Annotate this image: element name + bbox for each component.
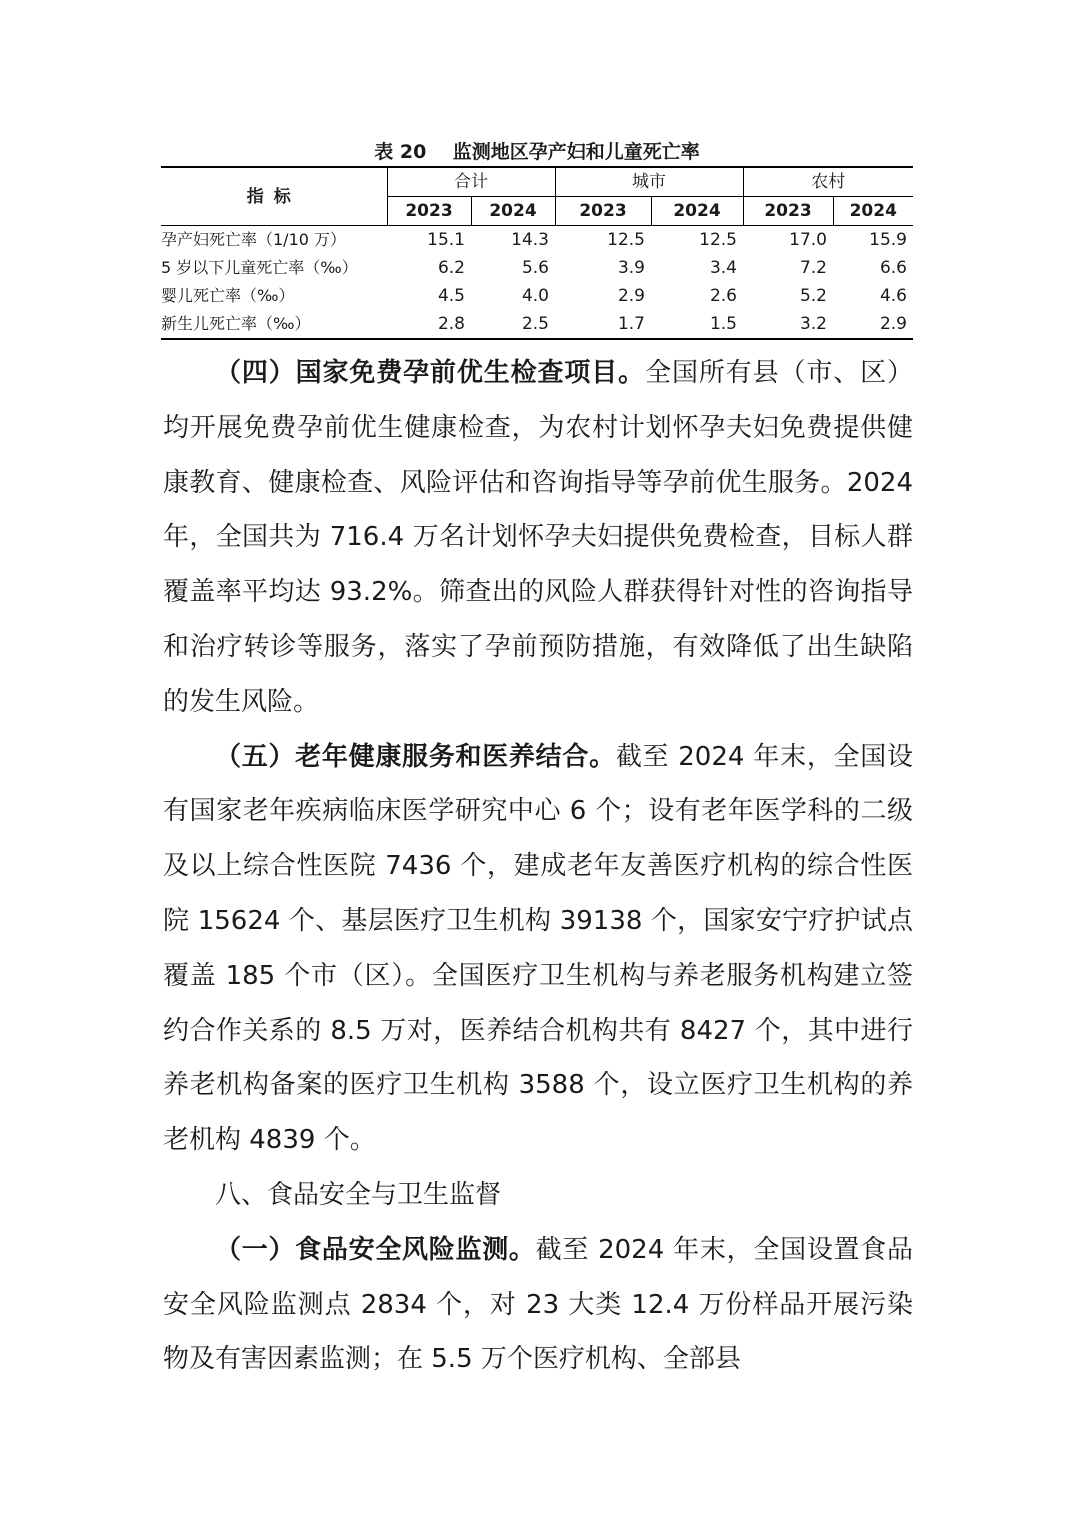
paragraph-prepregnancy-check <box>163 346 913 730</box>
table-cell: 3.4 <box>709 258 737 278</box>
mortality-table <box>161 166 913 340</box>
year-header: 2023 <box>743 197 833 226</box>
table-cell: 3.2 <box>743 310 833 339</box>
year-header: 2023 <box>387 197 471 226</box>
year-header: 2024 <box>833 197 913 226</box>
paragraph-body: 截至 2024 年末，全国设置食品安全风险监测点 2834 个，对 23 大类 12.4 万份样品开展污染物及有害因素监测；在 5.5 万个医疗机构、全部县 <box>163 1234 913 1375</box>
table-cell: 6.2 <box>437 258 465 278</box>
year-header: 2023 <box>555 197 651 226</box>
table-title: 表 20 监测地区孕产妇和儿童死亡率 <box>374 141 700 163</box>
paragraph-heading: （五）老年健康服务和医养结合。 <box>215 741 616 772</box>
group-header-total: 合计 <box>387 167 555 197</box>
table-cell: 4.6 <box>879 286 907 306</box>
table-row <box>161 254 913 282</box>
table-cell: 2.9 <box>617 286 645 306</box>
table-cell: 7.2 <box>799 258 827 278</box>
paragraph-heading: （四）国家免费孕前优生检查项目。 <box>215 358 646 388</box>
table-cell: 12.5 <box>699 230 737 250</box>
paragraph-food-safety <box>163 1223 913 1387</box>
year-header: 2024 <box>651 197 743 226</box>
table-cell: 3.9 <box>617 258 645 278</box>
table-cell: 1.7 <box>555 310 651 339</box>
row-label: 孕产妇死亡率（1/10 万） <box>161 230 347 249</box>
table-cell: 5.6 <box>521 258 549 278</box>
table-cell: 1.5 <box>651 310 743 339</box>
table-cell: 5.2 <box>799 286 827 306</box>
table-cell: 2.6 <box>709 286 737 306</box>
table-cell: 2.9 <box>833 310 913 339</box>
body-text <box>163 346 913 1387</box>
section-heading: 八、食品安全与卫生监督 <box>215 1179 502 1210</box>
table-cell: 2.8 <box>387 310 471 339</box>
table-cell: 15.9 <box>869 230 907 250</box>
paragraph-body: 全国所有县（市、区）均开展免费孕前优生健康检查，为农村计划怀孕夫妇免费提供健康教育、健康检查、风险评估和咨询指导等孕前优生服务。2024 年，全国共为 716.4 万名计划怀孕夫妇提供免费检查，目标人群覆盖率平均达 93.2%。筛查出的风险人群获得针对性的咨询指导和治疗转诊等服务，落实了孕前预防措施，有效降低了出生缺陷的发生风险。 <box>163 358 913 717</box>
year-header: 2024 <box>471 197 555 226</box>
row-label: 婴儿死亡率（‰） <box>161 286 295 305</box>
table-row <box>161 282 913 310</box>
table-cell: 14.3 <box>511 230 549 250</box>
table-cell: 2.5 <box>471 310 555 339</box>
table-cell: 4.5 <box>437 286 465 306</box>
indicator-header: 指标 <box>161 167 387 226</box>
row-label: 新生儿死亡率（‰） <box>161 310 387 339</box>
row-label: 5 岁以下儿童死亡率（‰） <box>161 258 358 277</box>
table-cell: 4.0 <box>521 286 549 306</box>
group-header-urban: 城市 <box>555 167 743 197</box>
paragraph-heading: （一）食品安全风险监测。 <box>215 1234 536 1265</box>
table-cell: 15.1 <box>427 230 465 250</box>
group-header-rural: 农村 <box>743 167 913 197</box>
paragraph-body: 截至 2024 年末，全国设有国家老年疾病临床医学研究中心 6 个；设有老年医学科的二级及以上综合性医院 7436 个，建成老年友善医疗机构的综合性医院 15624 个、基层医疗卫生机构 39138 个，国家安宁疗护试点覆盖 185 个市（区）。全国医疗卫生机构与养老服务机构建立签约合作关系的 8.5 万对，医养结合机构共有 8427 个，其中进行养老机构备案的医疗卫生机构 3588 个，设立医疗卫生机构的养老机构 4839 个。 <box>163 741 913 1156</box>
table-cell: 12.5 <box>607 230 645 250</box>
table-row <box>161 226 913 255</box>
table-cell: 6.6 <box>879 258 907 278</box>
table-cell: 17.0 <box>789 230 827 250</box>
paragraph-elderly-health <box>163 730 913 1168</box>
table-row <box>161 310 913 339</box>
